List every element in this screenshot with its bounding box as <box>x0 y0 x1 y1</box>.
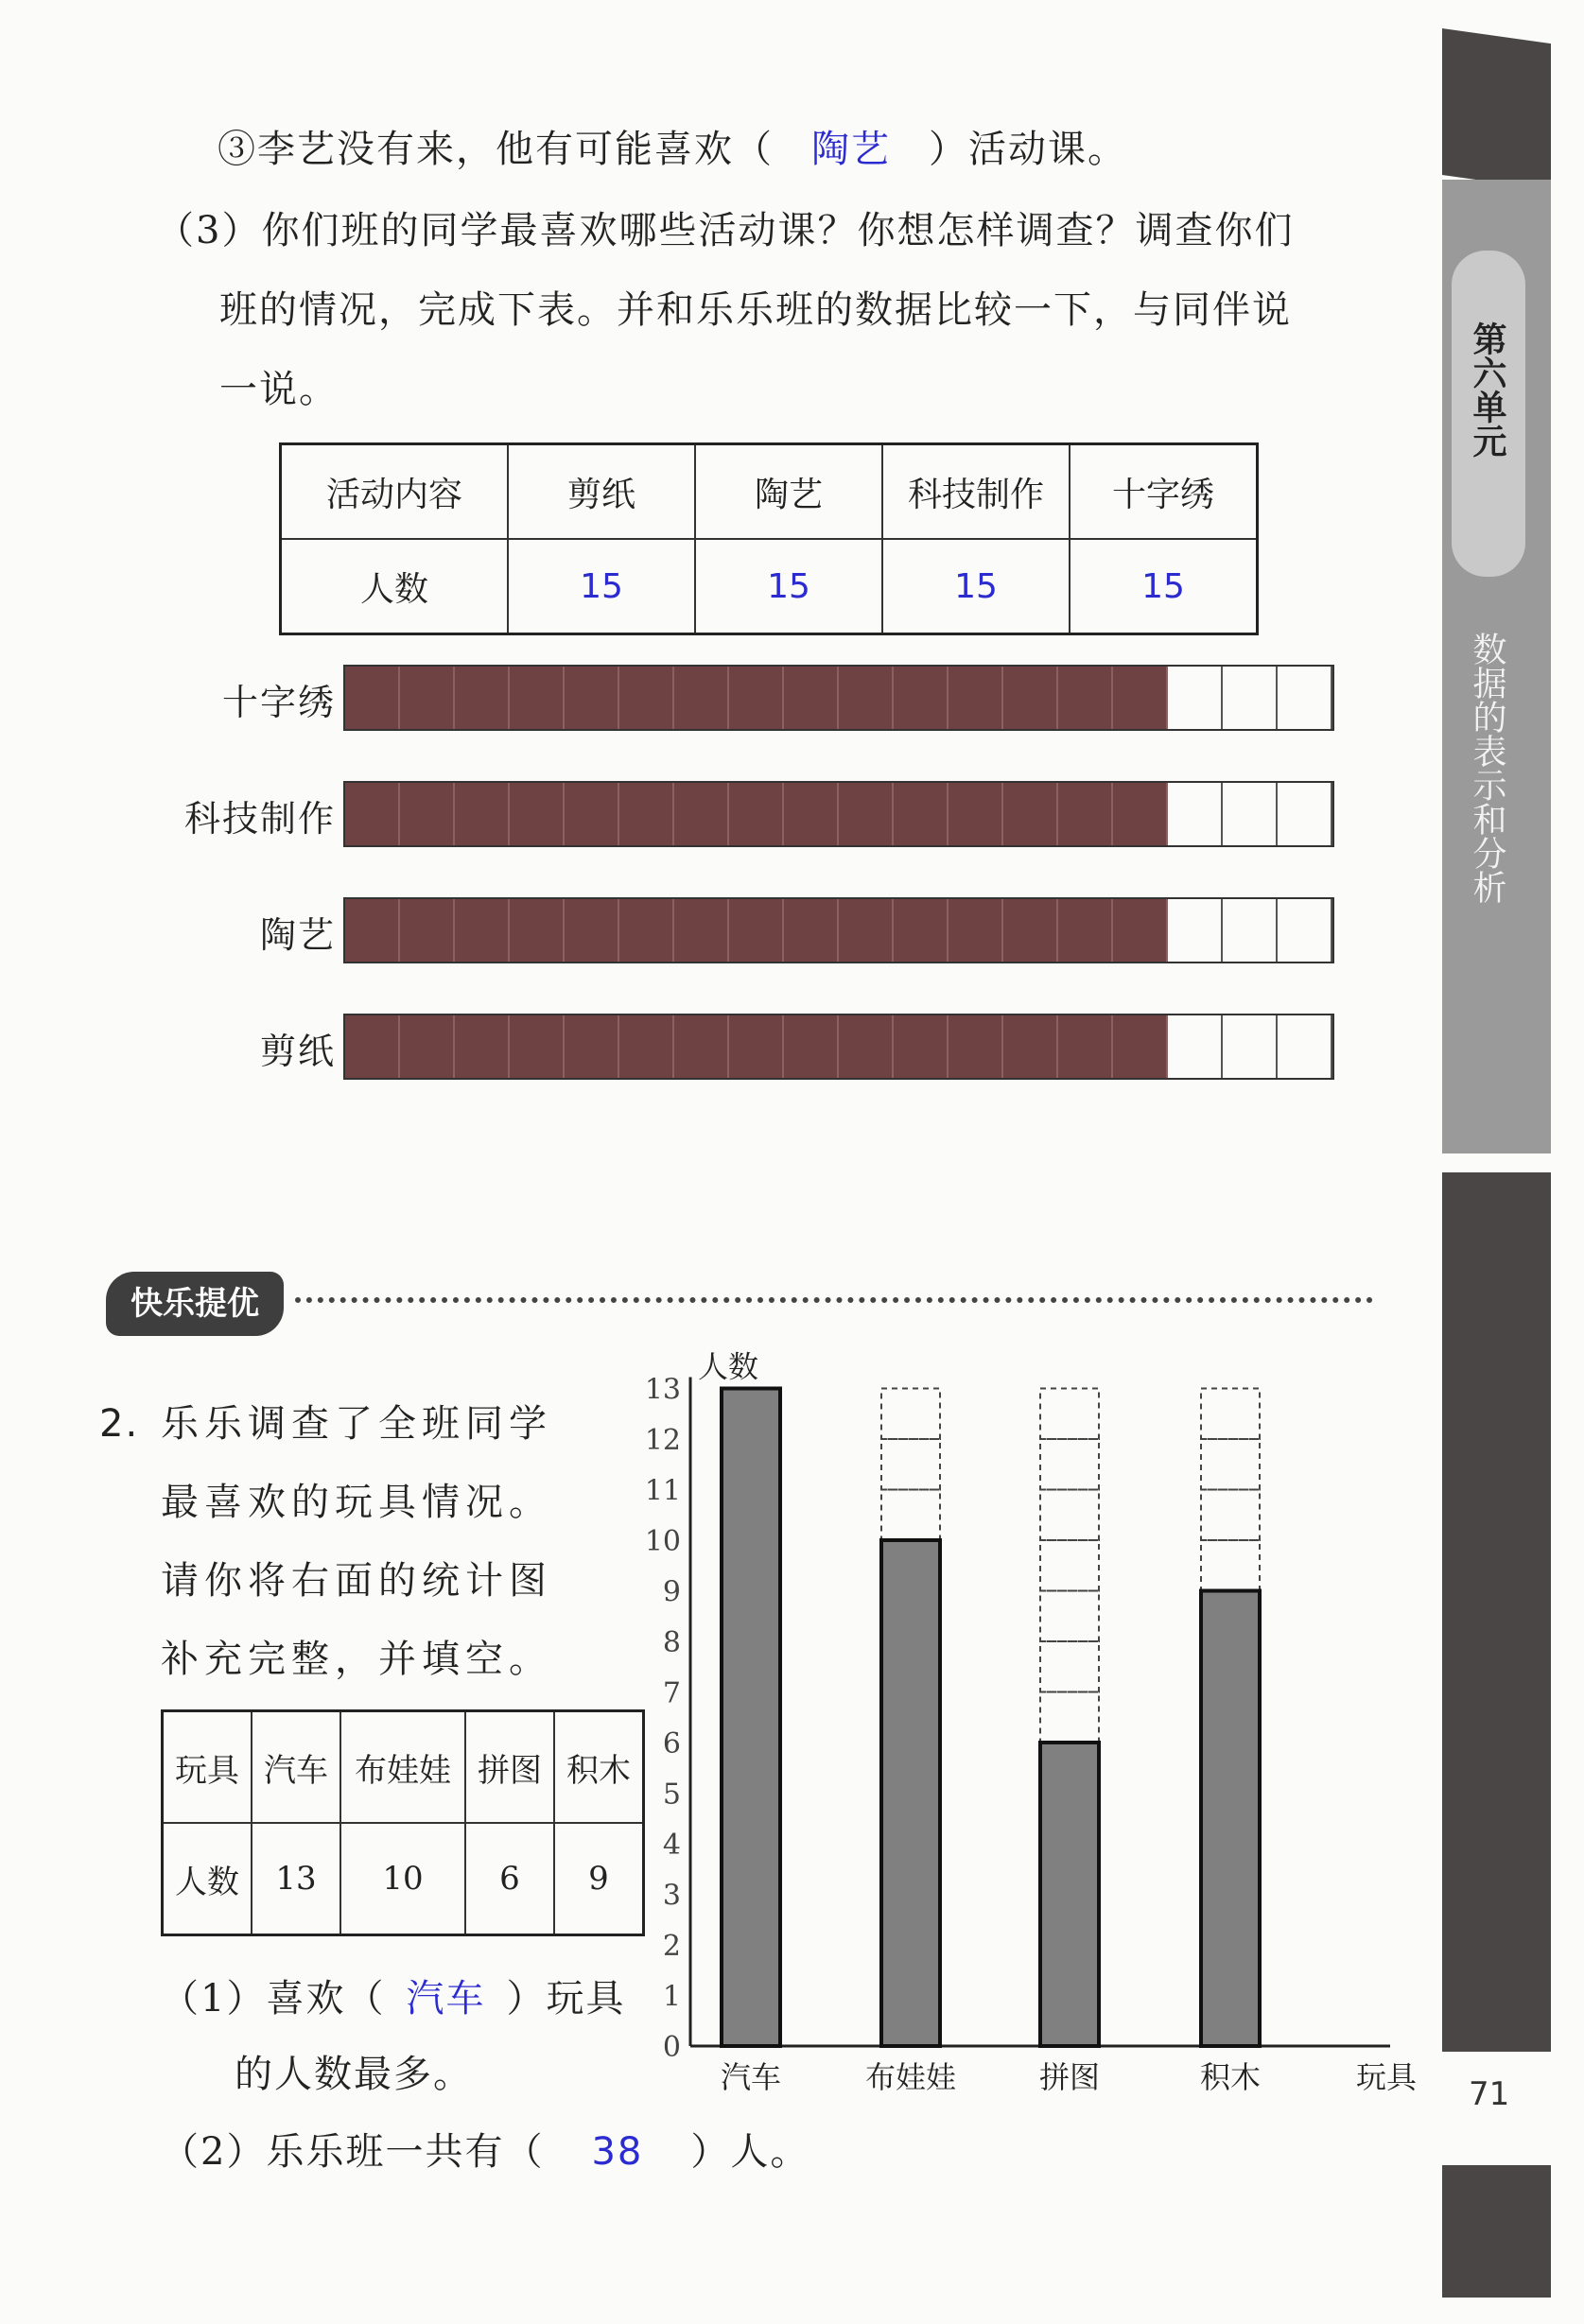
side-tab-foot <box>1442 2165 1551 2298</box>
dashed-cell <box>1040 1490 1099 1541</box>
filled-cell <box>345 1015 400 1078</box>
activity-count-cell[interactable]: 15 <box>508 539 695 634</box>
filled-cell <box>1113 667 1168 729</box>
activity-table-row-label: 人数 <box>281 539 509 634</box>
filled-cell <box>565 783 619 845</box>
filled-cell <box>894 783 949 845</box>
q3-item3-prefix: ③李艺没有来，他有可能喜欢（ <box>218 128 774 171</box>
filled-cell <box>400 899 455 962</box>
filled-cell <box>839 667 894 729</box>
activity-table-header: 剪纸 <box>508 444 695 540</box>
toy-table-header: 布娃娃 <box>340 1711 465 1824</box>
empty-cell <box>1278 1015 1332 1078</box>
q2-sub2 <box>161 2127 809 2177</box>
q2-text-line: 补充完整，并填空。 <box>161 1638 552 1681</box>
q2-sub2-answer[interactable]: 38 <box>591 2130 644 2174</box>
activity-table-header-row <box>281 444 1258 540</box>
empty-cell <box>1278 899 1332 962</box>
section-badge: 快乐提优 <box>106 1272 284 1336</box>
activity-bar-row <box>343 665 1334 731</box>
empty-cell <box>1223 899 1278 962</box>
dashed-cell <box>1040 1389 1099 1440</box>
empty-cell <box>1278 783 1332 845</box>
filled-cell <box>949 899 1003 962</box>
y-tick-label: 1 <box>662 1980 681 2014</box>
y-tick-label: 10 <box>644 1525 681 1558</box>
dashed-cell <box>881 1389 940 1440</box>
bar-label: 剪纸 <box>259 1031 336 1072</box>
dashed-cell <box>1201 1490 1260 1541</box>
filled-cell <box>784 899 839 962</box>
q3-item3 <box>218 125 1127 174</box>
filled-cell <box>619 1015 674 1078</box>
q2-text-line: 请你将右面的统计图 <box>161 1559 552 1603</box>
filled-cell <box>565 899 619 962</box>
filled-cell <box>784 667 839 729</box>
y-tick-label: 0 <box>662 2031 681 2064</box>
filled-cell <box>784 1015 839 1078</box>
filled-cell <box>674 667 729 729</box>
q2-sub1-line2: 的人数最多。 <box>235 2053 473 2096</box>
toy-table-row-label: 人数 <box>163 1823 252 1935</box>
filled-cell <box>619 899 674 962</box>
empty-cell <box>1278 667 1332 729</box>
bar <box>881 1540 940 2046</box>
q2-text-line: 最喜欢的玩具情况。 <box>161 1481 552 1524</box>
toy-bar-chart <box>624 1343 1417 2118</box>
x-axis-label: 玩具 <box>1355 2059 1417 2095</box>
filled-cell <box>619 783 674 845</box>
y-tick-label: 8 <box>662 1626 681 1659</box>
filled-cell <box>510 783 565 845</box>
activity-table-header: 科技制作 <box>882 444 1070 540</box>
filled-cell <box>1003 899 1058 962</box>
dashed-cell <box>881 1490 940 1541</box>
activity-table-count-row <box>281 539 1258 634</box>
activity-count-cell[interactable]: 15 <box>1070 539 1258 634</box>
filled-cell <box>949 1015 1003 1078</box>
toy-table-count-row <box>163 1823 644 1935</box>
q2-sub2-prefix: （2）乐乐班一共有（ <box>161 2130 545 2174</box>
y-tick-label: 9 <box>662 1575 681 1609</box>
dashed-cell <box>1040 1439 1099 1490</box>
dashed-cell <box>1201 1540 1260 1591</box>
filled-cell <box>729 899 784 962</box>
activity-bar-row <box>343 897 1334 963</box>
q2-sub1-prefix: （1）喜欢（ <box>161 1977 386 2020</box>
q2-sub1-answer[interactable]: 汽车 <box>406 1977 486 2020</box>
y-tick-label: 7 <box>662 1676 681 1710</box>
section-divider <box>295 1297 1373 1303</box>
filled-cell <box>455 899 510 962</box>
y-tick-label: 3 <box>662 1879 681 1913</box>
filled-cell <box>1113 783 1168 845</box>
x-tick-label: 布娃娃 <box>864 2059 957 2095</box>
toy-count-cell: 9 <box>554 1823 644 1935</box>
dashed-cell <box>1040 1692 1099 1743</box>
toy-count-cell: 10 <box>340 1823 465 1935</box>
bar <box>722 1389 780 2047</box>
y-tick-label: 4 <box>662 1829 681 1862</box>
toy-table-header: 积木 <box>554 1711 644 1824</box>
q3-prompt-line2: 班的情况，完成下表。并和乐乐班的数据比较一下，与同伴说 <box>219 288 1292 332</box>
activity-table-header: 陶艺 <box>695 444 882 540</box>
filled-cell <box>1003 667 1058 729</box>
filled-cell <box>1058 783 1113 845</box>
dashed-cell <box>881 1439 940 1490</box>
filled-cell <box>565 667 619 729</box>
y-tick-label: 5 <box>662 1778 681 1812</box>
activity-table <box>279 442 1259 635</box>
toy-count-cell: 6 <box>465 1823 554 1935</box>
filled-cell <box>1003 783 1058 845</box>
q2-sub1 <box>161 1974 625 2023</box>
filled-cell <box>1058 1015 1113 1078</box>
filled-cell <box>455 783 510 845</box>
x-tick-label: 汽车 <box>720 2059 782 2095</box>
filled-cell <box>455 1015 510 1078</box>
bar <box>1201 1591 1260 2047</box>
toy-table-header: 拼图 <box>465 1711 554 1824</box>
activity-table-header: 十字绣 <box>1070 444 1258 540</box>
filled-cell <box>894 899 949 962</box>
activity-count-cell[interactable]: 15 <box>695 539 882 634</box>
dashed-cell <box>1201 1389 1260 1440</box>
q2-sub2-suffix: ）人。 <box>690 2130 810 2174</box>
filled-cell <box>1003 1015 1058 1078</box>
filled-cell <box>674 899 729 962</box>
filled-cell <box>345 899 400 962</box>
y-tick-label: 11 <box>644 1474 681 1508</box>
filled-cell <box>510 667 565 729</box>
filled-cell <box>565 1015 619 1078</box>
filled-cell <box>674 1015 729 1078</box>
filled-cell <box>345 783 400 845</box>
q2-number: 2. <box>99 1402 140 1446</box>
toy-table-header: 汽车 <box>252 1711 340 1824</box>
filled-cell <box>510 899 565 962</box>
filled-cell <box>1058 899 1113 962</box>
activity-count-cell[interactable]: 15 <box>882 539 1070 634</box>
filled-cell <box>400 667 455 729</box>
bar <box>1040 1743 1099 2046</box>
filled-cell <box>839 899 894 962</box>
bar-label: 十字绣 <box>221 682 336 723</box>
empty-cell <box>1168 1015 1223 1078</box>
q3-item3-answer: 陶艺 <box>811 128 891 171</box>
filled-cell <box>839 1015 894 1078</box>
page-number: 71 <box>1469 2075 1510 2113</box>
dashed-cell <box>1040 1540 1099 1591</box>
toy-count-cell: 13 <box>252 1823 340 1935</box>
empty-cell <box>1168 899 1223 962</box>
filled-cell <box>455 667 510 729</box>
filled-cell <box>345 667 400 729</box>
filled-cell <box>1113 899 1168 962</box>
q3-prompt-line3: 一说。 <box>219 368 339 411</box>
filled-cell <box>674 783 729 845</box>
filled-cell <box>949 667 1003 729</box>
filled-cell <box>729 783 784 845</box>
empty-cell <box>1223 783 1278 845</box>
y-tick-label: 12 <box>644 1424 681 1457</box>
filled-cell <box>949 783 1003 845</box>
filled-cell <box>784 783 839 845</box>
filled-cell <box>510 1015 565 1078</box>
filled-cell <box>894 1015 949 1078</box>
side-tab-top <box>1442 28 1551 190</box>
dashed-cell <box>1201 1439 1260 1490</box>
toy-table-header-row <box>163 1711 644 1824</box>
x-tick-label: 拼图 <box>1038 2059 1101 2095</box>
bar-label: 科技制作 <box>184 798 337 840</box>
bar-label: 陶艺 <box>259 914 336 956</box>
q2-sub1-suffix: ）玩具 <box>506 1977 626 2020</box>
y-tick-label: 6 <box>662 1727 681 1760</box>
empty-cell <box>1223 667 1278 729</box>
activity-table-header: 活动内容 <box>281 444 509 540</box>
chapter-label: 第六单元 <box>1468 321 1506 458</box>
y-axis-label: 人数 <box>698 1348 759 1385</box>
y-tick-label: 2 <box>662 1930 681 1963</box>
filled-cell <box>894 667 949 729</box>
empty-cell <box>1223 1015 1278 1078</box>
filled-cell <box>729 667 784 729</box>
side-tab-lower <box>1442 1172 1551 2052</box>
topic-label: 数据的表示和分析 <box>1468 632 1506 904</box>
empty-cell <box>1168 783 1223 845</box>
empty-cell <box>1168 667 1223 729</box>
toy-table <box>161 1709 645 1936</box>
y-tick-label: 13 <box>644 1373 681 1407</box>
q3-prompt-line1: （3）你们班的同学最喜欢哪些活动课？你想怎样调查？调查你们 <box>156 209 1295 252</box>
x-tick-label: 积木 <box>1199 2059 1262 2095</box>
dashed-cell <box>1040 1641 1099 1692</box>
filled-cell <box>839 783 894 845</box>
toy-table-header: 玩具 <box>163 1711 252 1824</box>
filled-cell <box>729 1015 784 1078</box>
q2-text-line: 乐乐调查了全班同学 <box>161 1402 552 1446</box>
activity-bar-row <box>343 781 1334 847</box>
filled-cell <box>400 1015 455 1078</box>
dashed-cell <box>1040 1591 1099 1642</box>
activity-bar-row <box>343 1014 1334 1080</box>
filled-cell <box>1058 667 1113 729</box>
filled-cell <box>619 667 674 729</box>
filled-cell <box>1113 1015 1168 1078</box>
q3-item3-suffix: ）活动课。 <box>929 128 1127 171</box>
filled-cell <box>400 783 455 845</box>
